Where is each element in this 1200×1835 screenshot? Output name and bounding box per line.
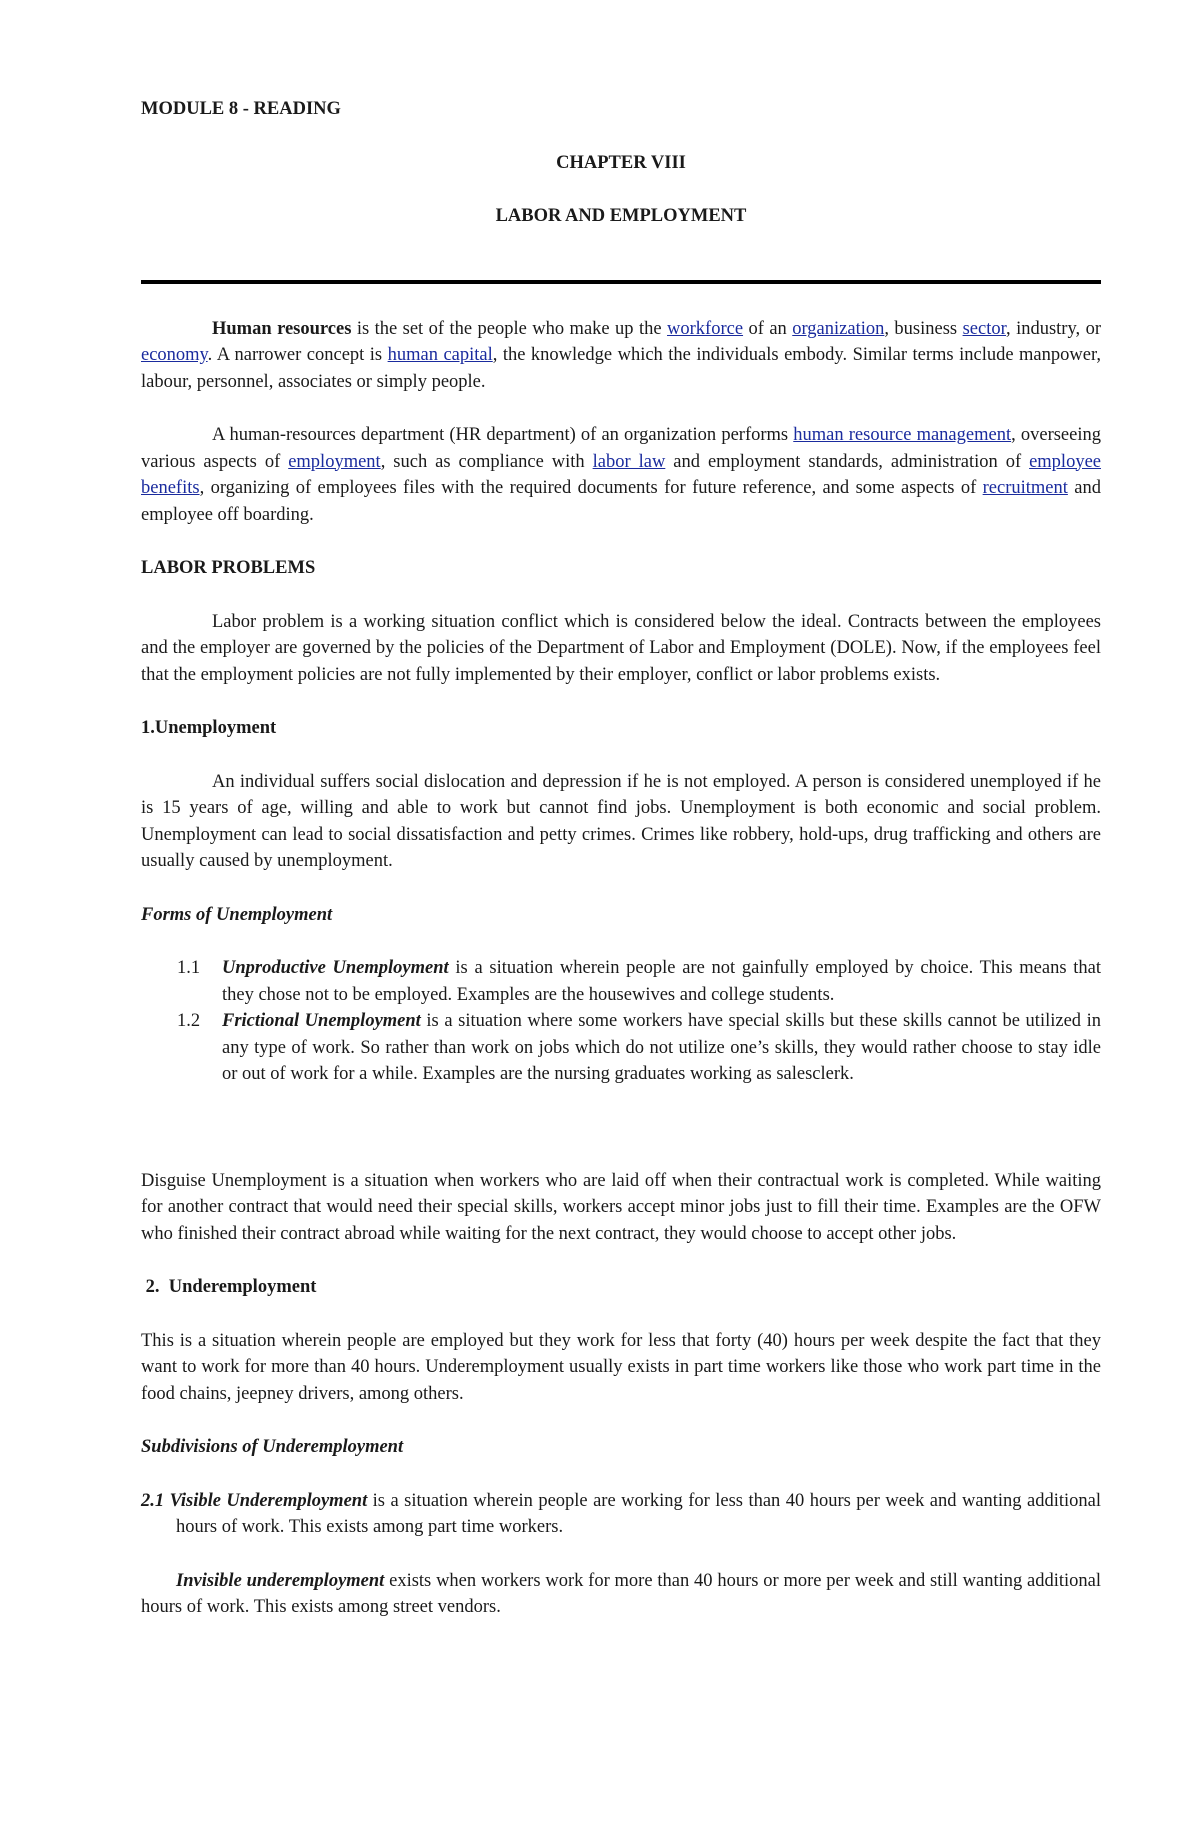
list-item: 1.2 Frictional Unemployment is a situation where some workers have special skills but these skills cannot be utilized in any type of work. So rather than work on jobs which do not utilize one’s skills, they would rather choose to stay idle or out of work for a while. Examples are the nursing graduates working as salesclerk. bbox=[141, 1008, 1101, 1088]
term-invisible-underemployment: Invisible underemployment bbox=[176, 1570, 385, 1591]
link-recruitment[interactable]: recruitment bbox=[982, 478, 1068, 498]
link-labor-law[interactable]: labor law bbox=[592, 451, 666, 472]
chapter-heading: CHAPTER VIII bbox=[556, 152, 686, 173]
term-visible-underemployment: 2.1 Visible Underemployment bbox=[141, 1490, 368, 1511]
list-item: 1.1 Unproductive Unemployment is a situation wherein people are not gainfully employed by choice. This means that they chose not to be employed. Examples are the housewives and college students. bbox=[141, 955, 1101, 1008]
underemployment-paragraph: This is a situation wherein people are employed but they work for less that forty (40) hours per week despite the fact that they want to work for more than 40 hours. Underemployment usually exists in part time workers like those who work part time in the food chains, jeepney drivers, among others. bbox=[141, 1330, 1101, 1404]
term-frictional-unemployment: Frictional Unemployment bbox=[222, 1011, 421, 1031]
link-human-capital[interactable]: human capital bbox=[387, 345, 493, 365]
term-human-resources: Human resources bbox=[212, 318, 352, 339]
list-number: 1.1 bbox=[177, 958, 201, 978]
list-number: 1.2 bbox=[177, 1011, 201, 1031]
term-unproductive-unemployment: Unproductive Unemployment bbox=[222, 958, 449, 978]
link-human-resource-management[interactable]: human resource management bbox=[793, 425, 1012, 445]
link-workforce[interactable]: workforce bbox=[667, 318, 744, 339]
link-employment[interactable]: employment bbox=[288, 451, 381, 472]
chapter-title: LABOR AND EMPLOYMENT bbox=[495, 206, 747, 226]
forms-list bbox=[141, 955, 1101, 1088]
visible-underemployment-paragraph: 2.1 Visible Underemployment is a situation wherein people are working for less than 40 hours per week and wanting additional hours of work. This exists among part time workers. bbox=[141, 1490, 1101, 1537]
invisible-underemployment-paragraph: Invisible underemployment exists when workers work for more than 40 hours or more per week and still wanting additional hours of work. This exists among street vendors. bbox=[141, 1570, 1102, 1617]
labor-problems-paragraph: Labor problem is a working situation conflict which is considered below the ideal. Contracts between the employees and the employer are governed by the policies of the Department of Labor and Employment (DOLE). Now, if the employees feel that the employment policies are not fully implemented by their employer, conflict or labor problems exists. bbox=[141, 611, 1101, 685]
link-employee-benefits[interactable]: employee benefits bbox=[141, 451, 1101, 498]
disguise-unemployment-paragraph: Disguise Unemployment is a situation when workers who are laid off when their contractual work is completed. While waiting for another contract that would need their special skills, workers accept minor jobs just to fill their time. Examples are the OFW who finished their contract abroad while waiting for the next contract, they would choose to accept other jobs. bbox=[141, 1170, 1101, 1244]
module-label: MODULE 8 - READING bbox=[141, 99, 341, 119]
labor-problems-heading: LABOR PROBLEMS bbox=[141, 558, 316, 578]
unemployment-heading: 1.Unemployment bbox=[141, 718, 277, 738]
subdivisions-heading: Subdivisions of Underemployment bbox=[141, 1437, 404, 1457]
link-economy[interactable]: economy bbox=[141, 345, 208, 365]
intro-paragraph-1: Human resources is the set of the people who make up the workforce of an organization, business sector, industry, or economy. A narrower concept is human capital, the knowledge which the individuals embody. Similar terms include manpower, labour, personnel, associates or simply people. bbox=[141, 318, 1102, 392]
document-page bbox=[141, 96, 1101, 1648]
intro-paragraph-2: A human-resources department (HR department) of an organization performs human resource management, overseeing various aspects of employment, such as compliance with labor law and employment standards, administration of employee benefits, organizing of employees files with the required documents for future reference, and some aspects of recruitment and employee off boarding. bbox=[141, 425, 1101, 525]
link-organization[interactable]: organization bbox=[792, 318, 885, 339]
underemployment-heading: 2. Underemployment bbox=[141, 1277, 317, 1297]
horizontal-rule bbox=[141, 280, 1101, 284]
forms-of-unemployment-heading: Forms of Unemployment bbox=[141, 904, 333, 925]
blank-space bbox=[141, 1088, 1101, 1168]
unemployment-paragraph: An individual suffers social dislocation and depression if he is not employed. A person is considered unemployed if he is 15 years of age, willing and able to work but cannot find jobs. Unemployment is both economic and social problem. Unemployment can lead to social dissatisfaction and petty crimes. Crimes like robbery, hold-ups, drug trafficking and others are usually caused by unemployment. bbox=[141, 771, 1101, 871]
link-sector[interactable]: sector bbox=[962, 318, 1007, 339]
